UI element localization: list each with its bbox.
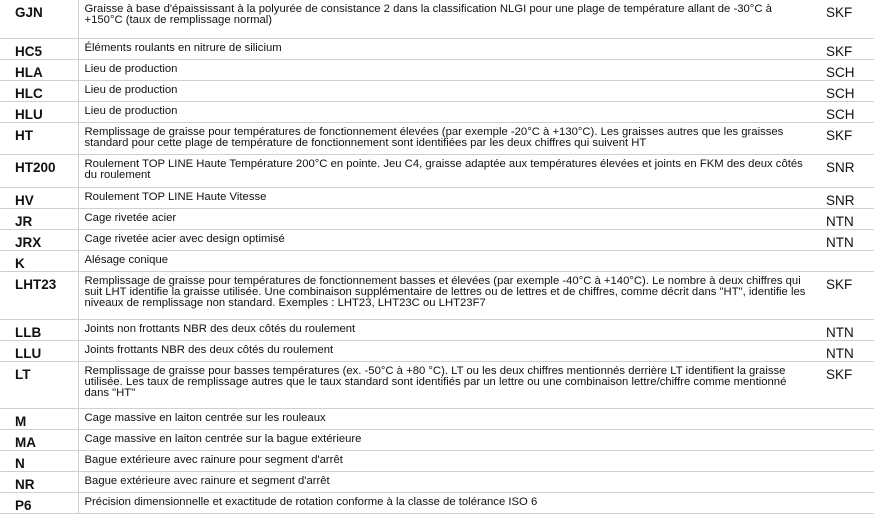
manufacturer	[814, 429, 874, 450]
suffix-code: HV	[15, 192, 34, 208]
table-row	[0, 187, 874, 208]
suffix-code: HT200	[15, 159, 56, 175]
table-row	[0, 361, 874, 408]
suffix-code: HT	[15, 127, 33, 143]
suffix-code: N	[15, 455, 25, 471]
manufacturer	[814, 471, 874, 492]
manufacturer	[814, 408, 874, 429]
suffix-code: HLU	[15, 106, 43, 122]
table-row	[0, 250, 874, 271]
table-row	[0, 408, 874, 429]
manufacturer: SCH	[826, 85, 855, 101]
manufacturer: SKF	[826, 366, 853, 382]
suffix-description: Éléments roulants en nitrure de silicium	[78, 38, 814, 59]
suffix-description: Roulement TOP LINE Haute Vitesse	[78, 187, 814, 208]
table-row	[0, 208, 874, 229]
suffix-code: M	[15, 413, 27, 429]
table-row	[0, 319, 874, 340]
suffix-description: Remplissage de graisse pour températures de fonctionnement élevées (par exemple -20°C à +130°C). Les graisses autres que les graisses standard pour cette plage de température de fonctionnement sont identifiées par les deux chiffres qui suivent HT	[78, 122, 814, 154]
manufacturer: SCH	[826, 64, 855, 80]
suffix-code: HLC	[15, 85, 43, 101]
table-row	[0, 122, 874, 154]
suffix-code: GJN	[15, 5, 43, 20]
table-row	[0, 271, 874, 319]
suffix-code: JRX	[15, 234, 42, 250]
suffix-description: Cage massive en laiton centrée sur les rouleaux	[78, 408, 814, 429]
suffix-description: Lieu de production	[78, 101, 814, 122]
suffix-description: Remplissage de graisse pour basses températures (ex. -50°C à +80 °C). LT ou les deux chiffres mentionnés derrière LT identifient la graisse utilisée. Les taux de remplissage autres que le taux standard sont identifiés par un lettre ou une combinaison lettre/chiffre comme mentionné dans "HT"	[78, 361, 814, 408]
suffix-description: Roulement TOP LINE Haute Température 200°C en pointe. Jeu C4, graisse adaptée aux températures élevées et joints en FKM des deux côtés du roulement	[78, 154, 814, 187]
suffix-code: NR	[15, 476, 35, 492]
suffix-description: Graisse à base d'épaississant à la polyurée de consistance 2 dans la classification NLGI pour une plage de température allant de -30°C à +150°C (taux de remplissage normal)	[78, 0, 814, 38]
manufacturer: SKF	[826, 5, 853, 20]
table-row	[0, 450, 874, 471]
suffix-code: HC5	[15, 43, 43, 59]
table-row	[0, 429, 874, 450]
manufacturer: NTN	[826, 234, 854, 250]
table-row	[0, 154, 874, 187]
manufacturer: NTN	[826, 213, 854, 229]
suffix-description: Joints frottants NBR des deux côtés du roulement	[78, 340, 814, 361]
manufacturer: SKF	[826, 276, 853, 292]
suffix-code: LHT23	[15, 276, 57, 292]
manufacturer: NTN	[826, 324, 854, 340]
table-row	[0, 80, 874, 101]
suffix-code: LT	[15, 366, 31, 382]
table-row	[0, 229, 874, 250]
suffix-description: Remplissage de graisse pour températures de fonctionnement basses et élevées (par exemple -40°C à +140°C). Le nombre à deux chiffres qui suit LHT identifie la graisse utilisée. Une combinaison supplémentaire de lettres ou de lettres et de chiffres, comme décrit dans "HT", identifie les niveaux de remplissage non standard. Exemples : LHT23, LHT23C ou LHT23F7	[78, 271, 814, 319]
manufacturer: NTN	[826, 345, 854, 361]
table-row	[0, 0, 874, 38]
suffix-description: Cage rivetée acier avec design optimisé	[78, 229, 814, 250]
suffix-code: LLB	[15, 324, 42, 340]
manufacturer: SNR	[826, 192, 855, 208]
suffix-description: Alésage conique	[78, 250, 814, 271]
suffix-description: Joints non frottants NBR des deux côtés du roulement	[78, 319, 814, 340]
suffix-description: Cage massive en laiton centrée sur la bague extérieure	[78, 429, 814, 450]
suffix-code: P6	[15, 497, 32, 513]
manufacturer: SKF	[826, 127, 853, 143]
table-row	[0, 59, 874, 80]
table-row	[0, 492, 874, 513]
table-row	[0, 101, 874, 122]
suffix-code: HLA	[15, 64, 43, 80]
table-row	[0, 471, 874, 492]
suffix-description: Lieu de production	[78, 80, 814, 101]
manufacturer	[814, 450, 874, 471]
suffix-description: Cage rivetée acier	[78, 208, 814, 229]
manufacturer: SCH	[826, 106, 855, 122]
table-row	[0, 340, 874, 361]
suffix-description: Précision dimensionnelle et exactitude de rotation conforme à la classe de tolérance ISO 6	[78, 492, 814, 513]
suffix-code: MA	[15, 434, 36, 450]
manufacturer: SKF	[826, 43, 853, 59]
manufacturer	[814, 250, 874, 271]
manufacturer	[814, 492, 874, 513]
suffix-description: Bague extérieure avec rainure pour segment d'arrêt	[78, 450, 814, 471]
suffix-description: Lieu de production	[78, 59, 814, 80]
suffix-code: JR	[15, 213, 33, 229]
suffix-code: K	[15, 255, 25, 271]
manufacturer: SNR	[826, 159, 855, 175]
table-row	[0, 38, 874, 59]
suffix-code: LLU	[15, 345, 42, 361]
suffix-description: Bague extérieure avec rainure et segment d'arrêt	[78, 471, 814, 492]
